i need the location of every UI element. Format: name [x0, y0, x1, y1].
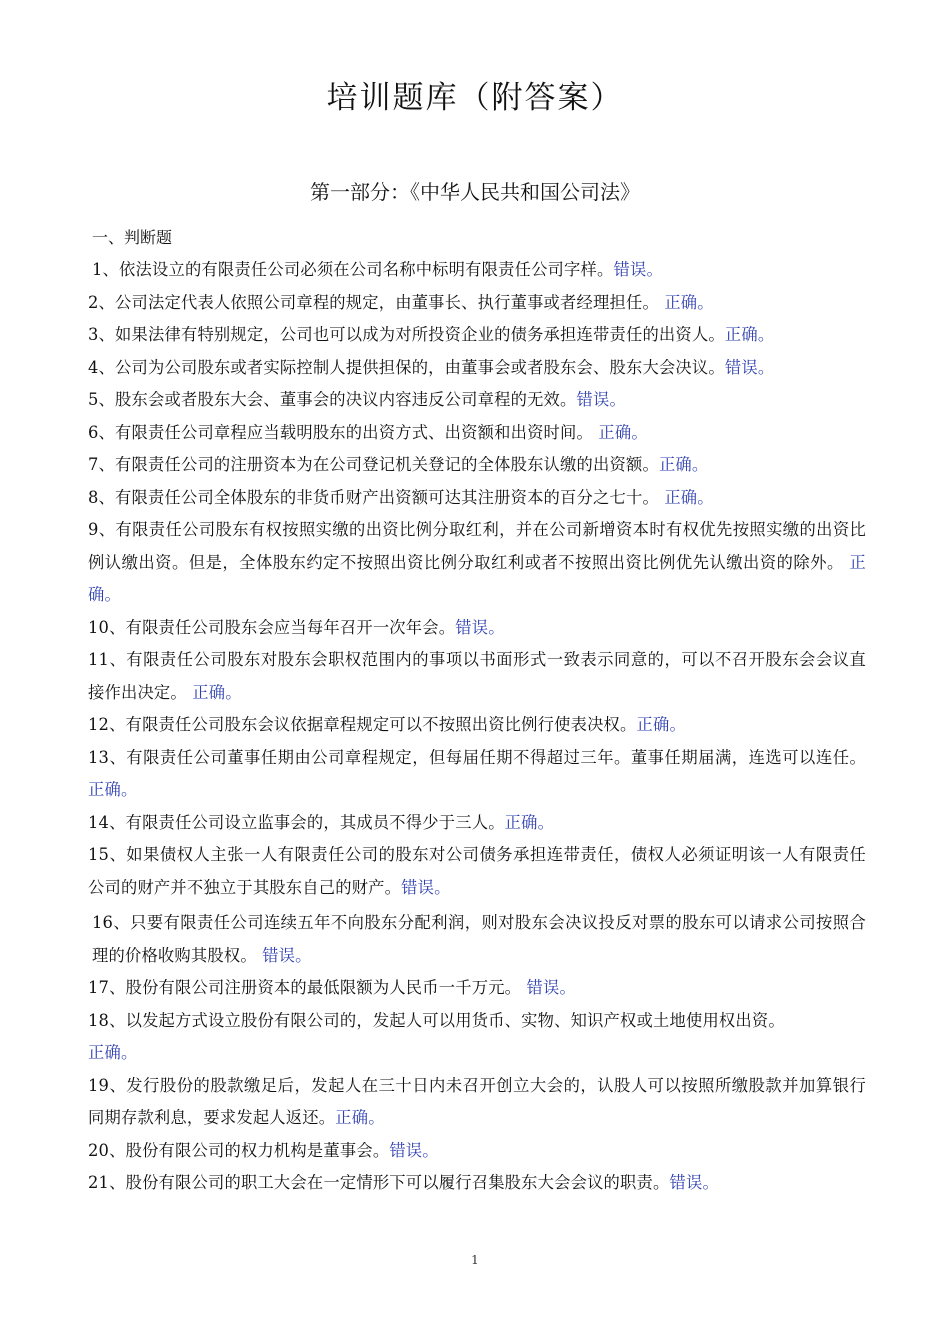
question-item — [88, 352, 866, 385]
question-item — [88, 254, 866, 287]
answer-label: 正确。 — [658, 455, 709, 474]
answer-label: 正确。 — [88, 1043, 138, 1062]
question-text: 17、股份有限公司注册资本的最低限额为人民币一千万元。 — [88, 978, 527, 997]
question-item — [88, 1005, 866, 1070]
question-item — [88, 482, 866, 515]
question-text: 11、有限责任公司股东对股东会职权范围内的事项以书面形式一致表示同意的，可以不召开股东会会议直接作出决定。 — [88, 650, 866, 702]
question-text: 8、有限责任公司全体股东的非货币财产出资额可达其注册资本的百分之七十。 — [88, 487, 665, 507]
question-item — [88, 1167, 866, 1200]
answer-label: 正确。 — [724, 325, 775, 344]
answer-label: 错误。 — [669, 1173, 719, 1192]
question-item — [88, 807, 866, 840]
answer-label: 错误。 — [613, 260, 663, 279]
question-text: 10、有限责任公司股东会应当每年召开一次年会。 — [88, 617, 456, 637]
answer-label: 正确。 — [88, 552, 866, 604]
question-item — [88, 1135, 866, 1168]
question-item — [88, 907, 866, 972]
answer-label: 正确。 — [504, 812, 555, 832]
question-text: 12、有限责任公司股东会议依据章程规定可以不按照出资比例行使表决权。 — [88, 715, 637, 734]
answer-label: 正确。 — [335, 1108, 385, 1127]
question-item — [88, 644, 866, 709]
page-number: 1 — [471, 1253, 479, 1267]
section-heading: 一、判断题 — [92, 228, 173, 247]
question-item — [88, 612, 866, 645]
question-item — [88, 449, 866, 482]
question-text: 6、有限责任公司章程应当载明股东的出资方式、出资额和出资时间。 — [88, 422, 599, 442]
question-text: 7、有限责任公司的注册资本为在公司登记机关登记的全体股东认缴的出资额。 — [88, 455, 659, 474]
question-text: 2、公司法定代表人依照公司章程的规定，由董事长、执行董事或者经理担任。 — [88, 292, 665, 312]
answer-label: 正确。 — [598, 422, 648, 442]
question-text: 1、依法设立的有限责任公司必须在公司名称中标明有限责任公司字样。 — [92, 260, 614, 279]
answer-label: 正确。 — [88, 780, 138, 799]
question-text: 15、如果债权人主张一人有限责任公司的股东对公司债务承担连带责任，债权人必须证明该一人有限责任公司的财产并不独立于其股东自己的财产。 — [88, 845, 866, 897]
question-item — [88, 417, 866, 450]
answer-label: 正确。 — [664, 292, 714, 312]
answer-label: 错误。 — [389, 1140, 439, 1160]
question-item — [88, 1070, 866, 1135]
answer-label: 错误。 — [455, 617, 505, 637]
question-item — [88, 514, 866, 612]
question-text: 9、有限责任公司股东有权按照实缴的出资比例分取红利，并在公司新增资本时有权优先按照实缴的出资比例认缴出资。但是，全体股东约定不按照出资比例分取红利或者不按照出资比例优先认缴出资的除外。 — [88, 520, 866, 572]
answer-label: 错误。 — [724, 357, 775, 377]
answer-label: 错误。 — [401, 877, 451, 897]
question-item — [88, 709, 866, 742]
question-item — [88, 972, 866, 1005]
question-text: 20、股份有限公司的权力机构是董事会。 — [88, 1140, 390, 1160]
answer-label: 正确。 — [636, 715, 686, 734]
question-item — [88, 742, 866, 807]
document-title: 培训题库（附答案） — [326, 80, 624, 116]
answer-label: 错误。 — [576, 390, 626, 409]
part-title: 第一部分：《中华人民共和国公司法》 — [310, 180, 640, 204]
question-text: 14、有限责任公司设立监事会的，其成员不得少于三人。 — [88, 812, 505, 832]
answer-label: 正确。 — [192, 682, 242, 702]
question-item — [88, 839, 866, 904]
question-text: 18、以发起方式设立股份有限公司的，发起人可以用货币、实物、知识产权或土地使用权出资。 — [88, 1010, 785, 1030]
question-text: 4、公司为公司股东或者实际控制人提供担保的，由董事会或者股东会、股东大会决议。 — [88, 357, 725, 377]
answer-label: 错误。 — [526, 978, 576, 997]
answer-label: 正确。 — [664, 487, 714, 507]
question-list — [88, 254, 866, 1200]
question-text: 3、如果法律有特别规定，公司也可以成为对所投资企业的债务承担连带责任的出资人。 — [88, 325, 725, 344]
question-text: 16、只要有限责任公司连续五年不向股东分配利润，则对股东会决议投反对票的股东可以请求公司按照合理的价格收购其股权。 — [92, 913, 866, 965]
question-item — [88, 319, 866, 352]
question-text: 13、有限责任公司董事任期由公司章程规定，但每届任期不得超过三年。董事任期届满，连选可以连任。 — [88, 747, 866, 767]
question-item — [88, 287, 866, 320]
answer-label: 错误。 — [262, 945, 312, 965]
question-text: 19、发行股份的股款缴足后，发起人在三十日内未召开创立大会的，认股人可以按照所缴股款并加算银行同期存款利息，要求发起人返还。 — [88, 1075, 866, 1127]
question-text: 21、股份有限公司的职工大会在一定情形下可以履行召集股东大会会议的职责。 — [88, 1173, 670, 1192]
question-text: 5、股东会或者股东大会、董事会的决议内容违反公司章程的无效。 — [88, 390, 577, 409]
question-item — [88, 384, 866, 417]
